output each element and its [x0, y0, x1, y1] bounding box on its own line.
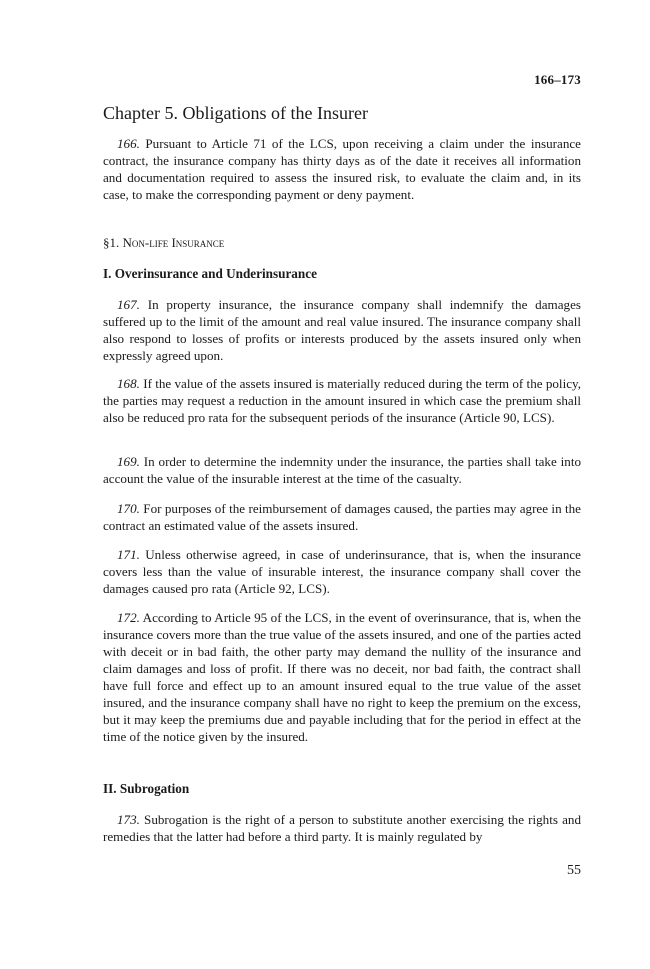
section-heading	[103, 235, 224, 251]
paragraph-text: For purposes of the reimbursement of damages caused, the parties may agree in the contract an estimated value of the assets insured.	[103, 501, 581, 533]
paragraph-text: If the value of the assets insured is materially reduced during the term of the policy, the parties may request a reduction in the amount insured in which case the premium shall also be reduced pro rata for the subsequent periods of the insurance (Article 90, LCS).	[103, 376, 581, 425]
paragraph-text: Unless otherwise agreed, in case of underinsurance, that is, when the insurance covers less than the value of insurable interest, the insurance company shall cover the damages caused pro rata (Article 92, LCS).	[103, 547, 581, 596]
paragraph-number: 166.	[117, 136, 140, 151]
paragraph-number: 172.	[117, 610, 140, 625]
paragraph-text: Subrogation is the right of a person to substitute another exercising the rights and remedies that the latter had before a third party. It is mainly regulated by	[103, 812, 581, 844]
paragraph-number: 167.	[117, 297, 140, 312]
section-label: §1.	[103, 235, 120, 250]
subheading-overinsurance: I. Overinsurance and Underinsurance	[103, 266, 317, 281]
paragraph-number: 173.	[117, 812, 140, 827]
paragraph-number: 171.	[117, 547, 140, 562]
paragraph-166	[103, 135, 581, 203]
paragraph-text: Pursuant to Article 71 of the LCS, upon receiving a claim under the insurance contract, the insurance company has thirty days as of the date it receives all information and documentation required to assess the insured risk, to evaluate the claim and, in its case, to make the corresponding payment or deny payment.	[103, 136, 581, 202]
document-page	[103, 0, 581, 969]
subheading-subrogation: II. Subrogation	[103, 781, 190, 796]
paragraph-number: 169.	[117, 454, 140, 469]
paragraph-171	[103, 546, 581, 597]
paragraph-173	[103, 811, 581, 845]
paragraph-number: 170.	[117, 501, 140, 516]
paragraph-number: 168.	[117, 376, 140, 391]
page-number: 55	[567, 863, 581, 878]
paragraph-169	[103, 453, 581, 487]
paragraph-170	[103, 500, 581, 534]
paragraph-text: In property insurance, the insurance company shall indemnify the damages suffered up to the limit of the amount and real value insured. The insurance company shall also respond to losses of profits or interests produced by the assets insured only when expressly agreed upon.	[103, 297, 581, 363]
paragraph-168	[103, 375, 581, 426]
chapter-title: Chapter 5. Obligations of the Insurer	[103, 103, 368, 123]
paragraph-text: According to Article 95 of the LCS, in the event of overinsurance, that is, when the insurance covers more than the true value of the assets insured, and one of the parties acted with deceit or in bad faith, the other party may demand the nullity of the insurance and claim damages and loss of profit. If there was no deceit, nor bad faith, the contract shall have full force and effect up to an amount insured equal to the true value of the asset insured, and the insurance company shall have no right to keep the premium on the excess, but it may keep the premiums due and payable including that for the period in effect at the time of the notice given by the insured.	[103, 610, 581, 744]
section-title: Non-life Insurance	[122, 235, 225, 250]
paragraph-172	[103, 609, 581, 745]
running-head: 166–173	[534, 72, 581, 87]
paragraph-text: In order to determine the indemnity under the insurance, the parties shall take into account the value of the insurable interest at the time of the casualty.	[103, 454, 581, 486]
paragraph-167	[103, 296, 581, 364]
